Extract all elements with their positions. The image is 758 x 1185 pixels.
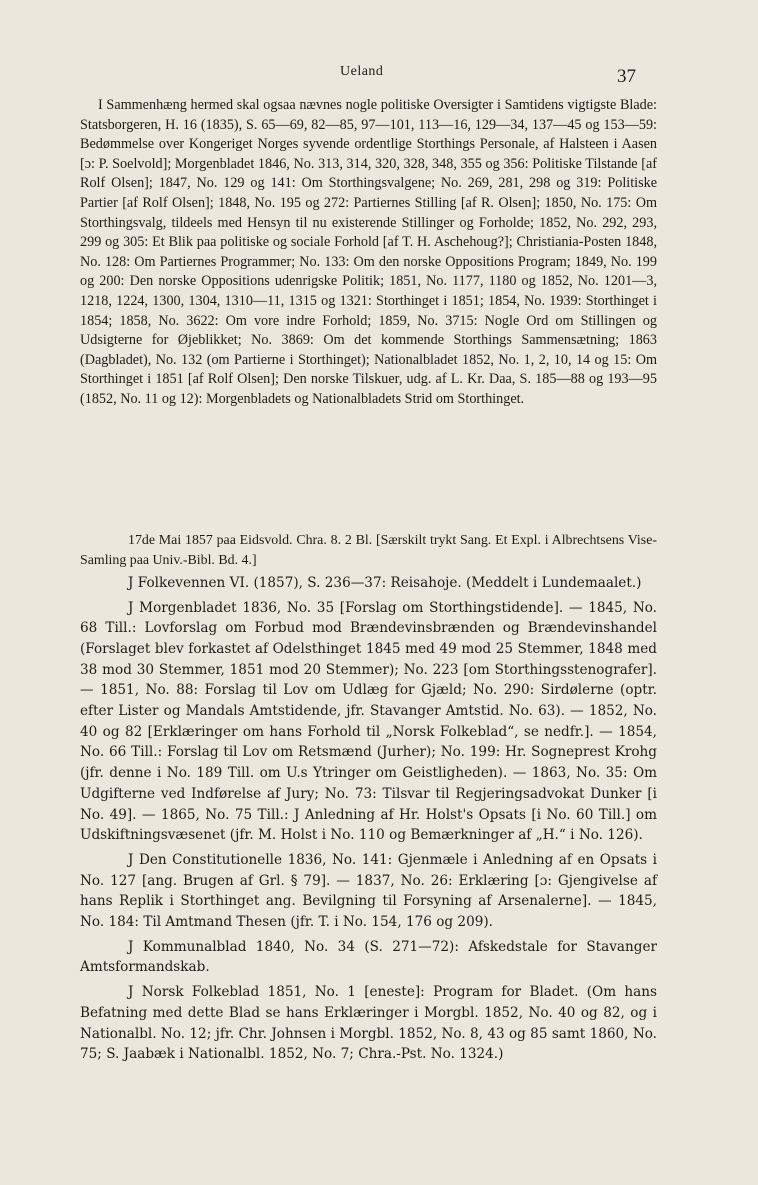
- overview-paragraph: I Sammenhæng hermed skal ogsaa nævnes nogle politiske Oversigter i Samtidens vigtigste Blade: Statsborgeren, H. 16 (1835), S. 65—69, 82—85, 97—101, 113—16, 129—34, 137—45 og 153—59: Bedømmelse over Kongeriget Norges syvende ordentlige Storthings Personale, af Halsteen i Aasen [ɔ: P. Soelvold]; Morgenbladet 1846, No. 313, 314, 320, 328, 348, 355 og 356: Politiske Tilstande [af Rolf Olsen]; 1847, No. 129 og 141: Om Storthingsvalgene; No. 269, 281, 298 og 319: Politiske Partier [af Rolf Olsen]; 1848, No. 195 og 272: Partiernes Stilling [af R. Olsen]; 1850, No. 175: Om Storthingsvalg, tildeels med Hensyn til nu existerende Stillinger og Forholde; 1852, No. 292, 293, 299 og 305: Et Blik paa politiske og sociale Forhold [af T. H. Aschehoug?]; Christiania-Posten 1848, No. 128: Om Partiernes Programmer; No. 133: Om den norske Oppositions Program; 1849, No. 199 og 200: Den norske Oppositions udenrigske Politik; 1851, No. 1177, 1180 og 1852, No. 1201—3, 1218, 1224, 1300, 1304, 1310—11, 1315 og 1321: Storthinget i 1851; 1854, No. 1939: Storthinget i 1854; 1858, No. 3622: Om vore indre Forhold; 1859, No. 3715: Nogle Ord om Stillingen og Udsigterne for Øjeblikket; No. 3869: Om det kommende Storthings Sammensætning; 1863 (Dagbladet), No. 132 (om Partierne i Storthinget); Nationalbladet 1852, No. 1, 2, 10, 14 og 15: Om Storthinget i 1851 [af Rolf Olsen]; Den norske Tilskuer, udg. af L. Kr. Daa, S. 185—88 og 193—95 (1852, No. 11 og 12): Morgenbladets og Nationalbladets Strid om Storthinget.: [80, 97, 657, 407]
- page-header: [80, 64, 636, 87]
- bibliography-entry: J Morgenbladet 1836, No. 35 [Forslag om Storthingstidende]. — 1845, No. 68 Till.: Lovforslag om Forbud mod Brændevinsbrænden og Brændevinshandel (Forslaget blev forkastet af Odelsthinget 1845 med 49 mod 25 Stemmer, 1848 med 38 mod 30 Stemmer, 1851 mod 20 Stemmer); No. 223 [om Storthingsstenografer]. — 1851, No. 88: Forslag til Lov om Udlæg for Gjæld; No. 290: Sirdølerne (optr. efter Lister og Mandals Amtstidende, jfr. Stavanger Amtstid. No. 63). — 1852, No. 40 og 82 [Erklæringer om hans Forhold til „Norsk Folkeblad“, se nedfr.]. — 1854, No. 66 Till.: Forslag til Lov om Retsmænd (Jurher); No. 199: Hr. Sogneprest Krohg (jfr. denne i No. 189 Till. om U.s Ytringer om Geistligheden). — 1863, No. 35: Om Udgifterne ved Indførelse af Jury; No. 73: Tilsvar til Regjeringsadvokat Dunker [i No. 49]. — 1865, No. 75 Till.: J Anledning af Hr. Holst's Opsats [i No. 60 Till.] om Udskiftningsvæsenet (jfr. M. Holst i No. 110 og Bemærkninger af „H.“ i No. 126).: [80, 599, 657, 844]
- bibliography-entry: J Kommunalblad 1840, No. 34 (S. 271—72): Afskedstale for Stavanger Amtsformandskab.: [80, 938, 657, 976]
- bibliography-section: [80, 531, 657, 1069]
- bibliography-entry: 17de Mai 1857 paa Eidsvold. Chra. 8. 2 Bl. [Særskilt trykt Sang. Et Expl. i Albrechtsens Vise-Samling paa Univ.-Bibl. Bd. 4.]: [80, 533, 657, 569]
- page-number: 37: [617, 66, 636, 87]
- running-title: Ueland: [340, 64, 384, 79]
- overview-section: [80, 96, 657, 410]
- bibliography-entry: J Folkevennen VI. (1857), S. 236—37: Reisahoje. (Meddelt i Lundemaalet.): [128, 574, 642, 591]
- bibliography-entry: J Norsk Folkeblad 1851, No. 1 [eneste]: Program for Bladet. (Om hans Befatning med dette Blad se hans Erklæringer i Morgbl. 1852, No. 40 og 82, og i Nationalbl. No. 12; jfr. Chr. Johnsen i Morgbl. 1852, No. 8, 43 og 85 samt 1860, No. 75; S. Jaabæk i Nationalbl. 1852, No. 7; Chra.-Pst. No. 1324.): [80, 984, 657, 1063]
- bibliography-entry: J Den Constitutionelle 1836, No. 141: Gjenmæle i Anledning af en Opsats i No. 127 [ang. Brugen af Grl. § 79]. — 1837, No. 26: Erklæring [ɔ: Gjengivelse af hans Replik i Storthinget ang. Bevilgning til Forsyning af Arsenalerne]. — 1845, No. 184: Til Amtmand Thesen (jfr. T. i No. 154, 176 og 209).: [80, 851, 657, 931]
